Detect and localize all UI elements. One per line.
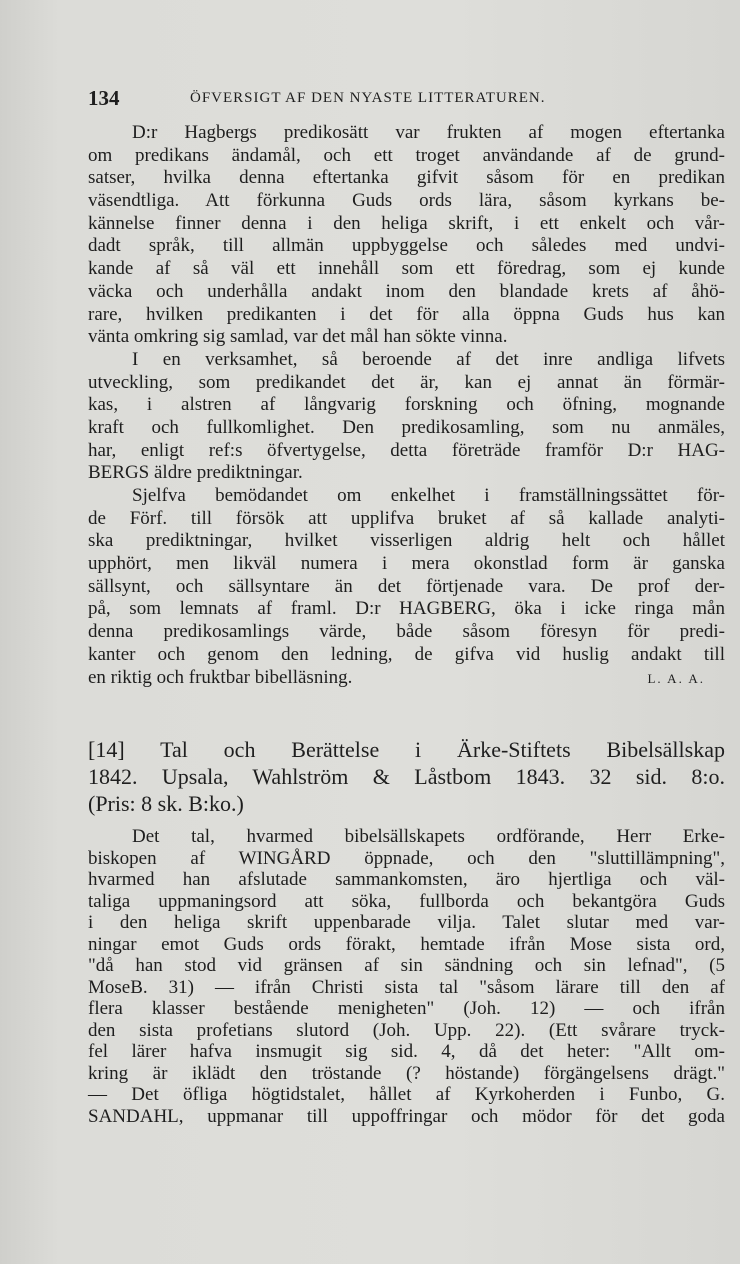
text-line: en riktig och fruktbar bibelläsning. — [88, 666, 353, 688]
text-line: upphört, men likväl numera i mera okonstlad form är ganska — [88, 553, 725, 575]
text-line: 1842. Upsala, Wahlström & Låstbom 1843. 32 sid. 8:o. — [88, 764, 725, 789]
text-line: kas, i alstren af långvarig forskning och öfning, mognande — [88, 394, 725, 416]
text-line: — Det öfliga högtidstalet, hållet af Kyrkoherden i Funbo, G. — [88, 1084, 725, 1105]
text-line: BERGS äldre prediktningar. — [88, 462, 303, 484]
running-header — [88, 86, 725, 110]
text-line: ningar emot Guds ords förakt, hemtade ifrån Mose sista ord, — [88, 933, 725, 955]
text-line: taliga uppmaningsord att söka, fullborda och bekantgöra Guds — [88, 890, 725, 912]
text-line: har, enligt ref:s öfvertygelse, detta företräde framför D:r HAG- — [88, 439, 725, 461]
text-line: de Förf. till försök att upplifva bruket af så kallade analyti- — [88, 507, 725, 529]
text-line: "då han stod vid gränsen af sin sändning och sin lefnad", (5 — [88, 955, 725, 976]
text-line: denna predikosamlings värde, både såsom föresyn för predi- — [88, 621, 725, 643]
text-line: kanter och genom den ledning, de gifva vid huslig andakt till — [88, 643, 725, 665]
text-line: kännelse finner denna i den heliga skrift, i ett enkelt och vår- — [88, 212, 725, 234]
text-line: ska prediktningar, hvilket visserligen aldrig helt och hållet — [88, 530, 725, 552]
text-line: kande af så väl ett innehåll som ett föredrag, som ej kunde — [88, 258, 725, 280]
text-line: dadt språk, till allmän uppbyggelse och således med undvi- — [88, 235, 725, 257]
paragraph-3 — [88, 485, 725, 689]
text-line: Sjelfva bemödandet om enkelhet i framställningssättet för- — [132, 485, 725, 506]
text-line: I en verksamhet, så beroende af det inre andliga lifvets — [132, 349, 725, 370]
text-line: fel lärer hafva insmugit sig sid. 4, då det heter: "Allt om- — [88, 1041, 725, 1062]
text-line: väsendtliga. Att förkunna Guds ords lära, såsom kyrkans be- — [88, 190, 725, 212]
text-line: den sista profetians slutord (Joh. Upp. 22). (Ett svårare tryck- — [88, 1019, 725, 1041]
text-line: D:r Hagbergs predikosätt var frukten af mogen eftertanka — [132, 122, 725, 143]
page-number: 134 — [88, 86, 120, 110]
text-line: flera klasser bestående menigheten" (Joh. 12) — och ifrån — [88, 998, 725, 1019]
text-line: om predikans ändamål, och ett troget användande af de grund- — [88, 144, 725, 166]
text-line: kraft och fullkomlighet. Den predikosamling, som nu anmäles, — [88, 417, 725, 439]
text-line: SANDAHL, uppmanar till uppoffringar och mödor för det goda — [88, 1105, 725, 1127]
text-line: (Pris: 8 sk. B:ko.) — [88, 791, 244, 816]
paragraph-2 — [88, 349, 725, 485]
text-line: satser, hvilka denna eftertanka gifvit såsom för en predikan — [88, 167, 725, 189]
text-line: kring är iklädt den tröstande (? höstande) förgängelsens drägt." — [88, 1062, 725, 1084]
text-line: utveckling, som predikandet det är, kan ej annat än förmär- — [88, 371, 725, 393]
entry-paragraph — [88, 826, 725, 1127]
text-line: rare, hvilken predikanten i det för alla öppna Guds hus kan — [88, 303, 725, 325]
entry-heading — [88, 736, 725, 817]
text-line: hvarmed han afslutade sammankomsten, äro hjertliga och väl- — [88, 869, 725, 890]
signature: L. A. A. — [647, 671, 705, 687]
text-line: vänta omkring sig samlad, var det mål han sökte vinna. — [88, 326, 508, 348]
text-line: [14] Tal och Berättelse i Ärke-Stiftets Bibelsällskap — [88, 737, 725, 762]
text-line: sällsynt, och sällsyntare än det förtjenade vara. De prof der- — [88, 575, 725, 597]
text-line: MoseB. 31) — ifrån Christi sista tal "såsom lärare till den af — [88, 976, 725, 998]
paragraph-1 — [88, 122, 725, 349]
text-line: i den heliga skrift uppenbarade vilja. Talet slutar med var- — [88, 912, 725, 933]
text-line: Det tal, hvarmed bibelsällskapets ordförande, Herr Erke- — [132, 826, 725, 847]
running-title: ÖFVERSIGT AF DEN NYASTE LITTERATUREN. — [190, 90, 546, 106]
text-line: väcka och underhålla andakt inom den blandade krets af åhö- — [88, 280, 725, 302]
text-line: på, som lemnats af framl. D:r HAGBERG, öka i icke ringa mån — [88, 598, 725, 620]
text-line: biskopen af WINGÅRD öppnade, och den "sluttillämpning", — [88, 847, 725, 869]
